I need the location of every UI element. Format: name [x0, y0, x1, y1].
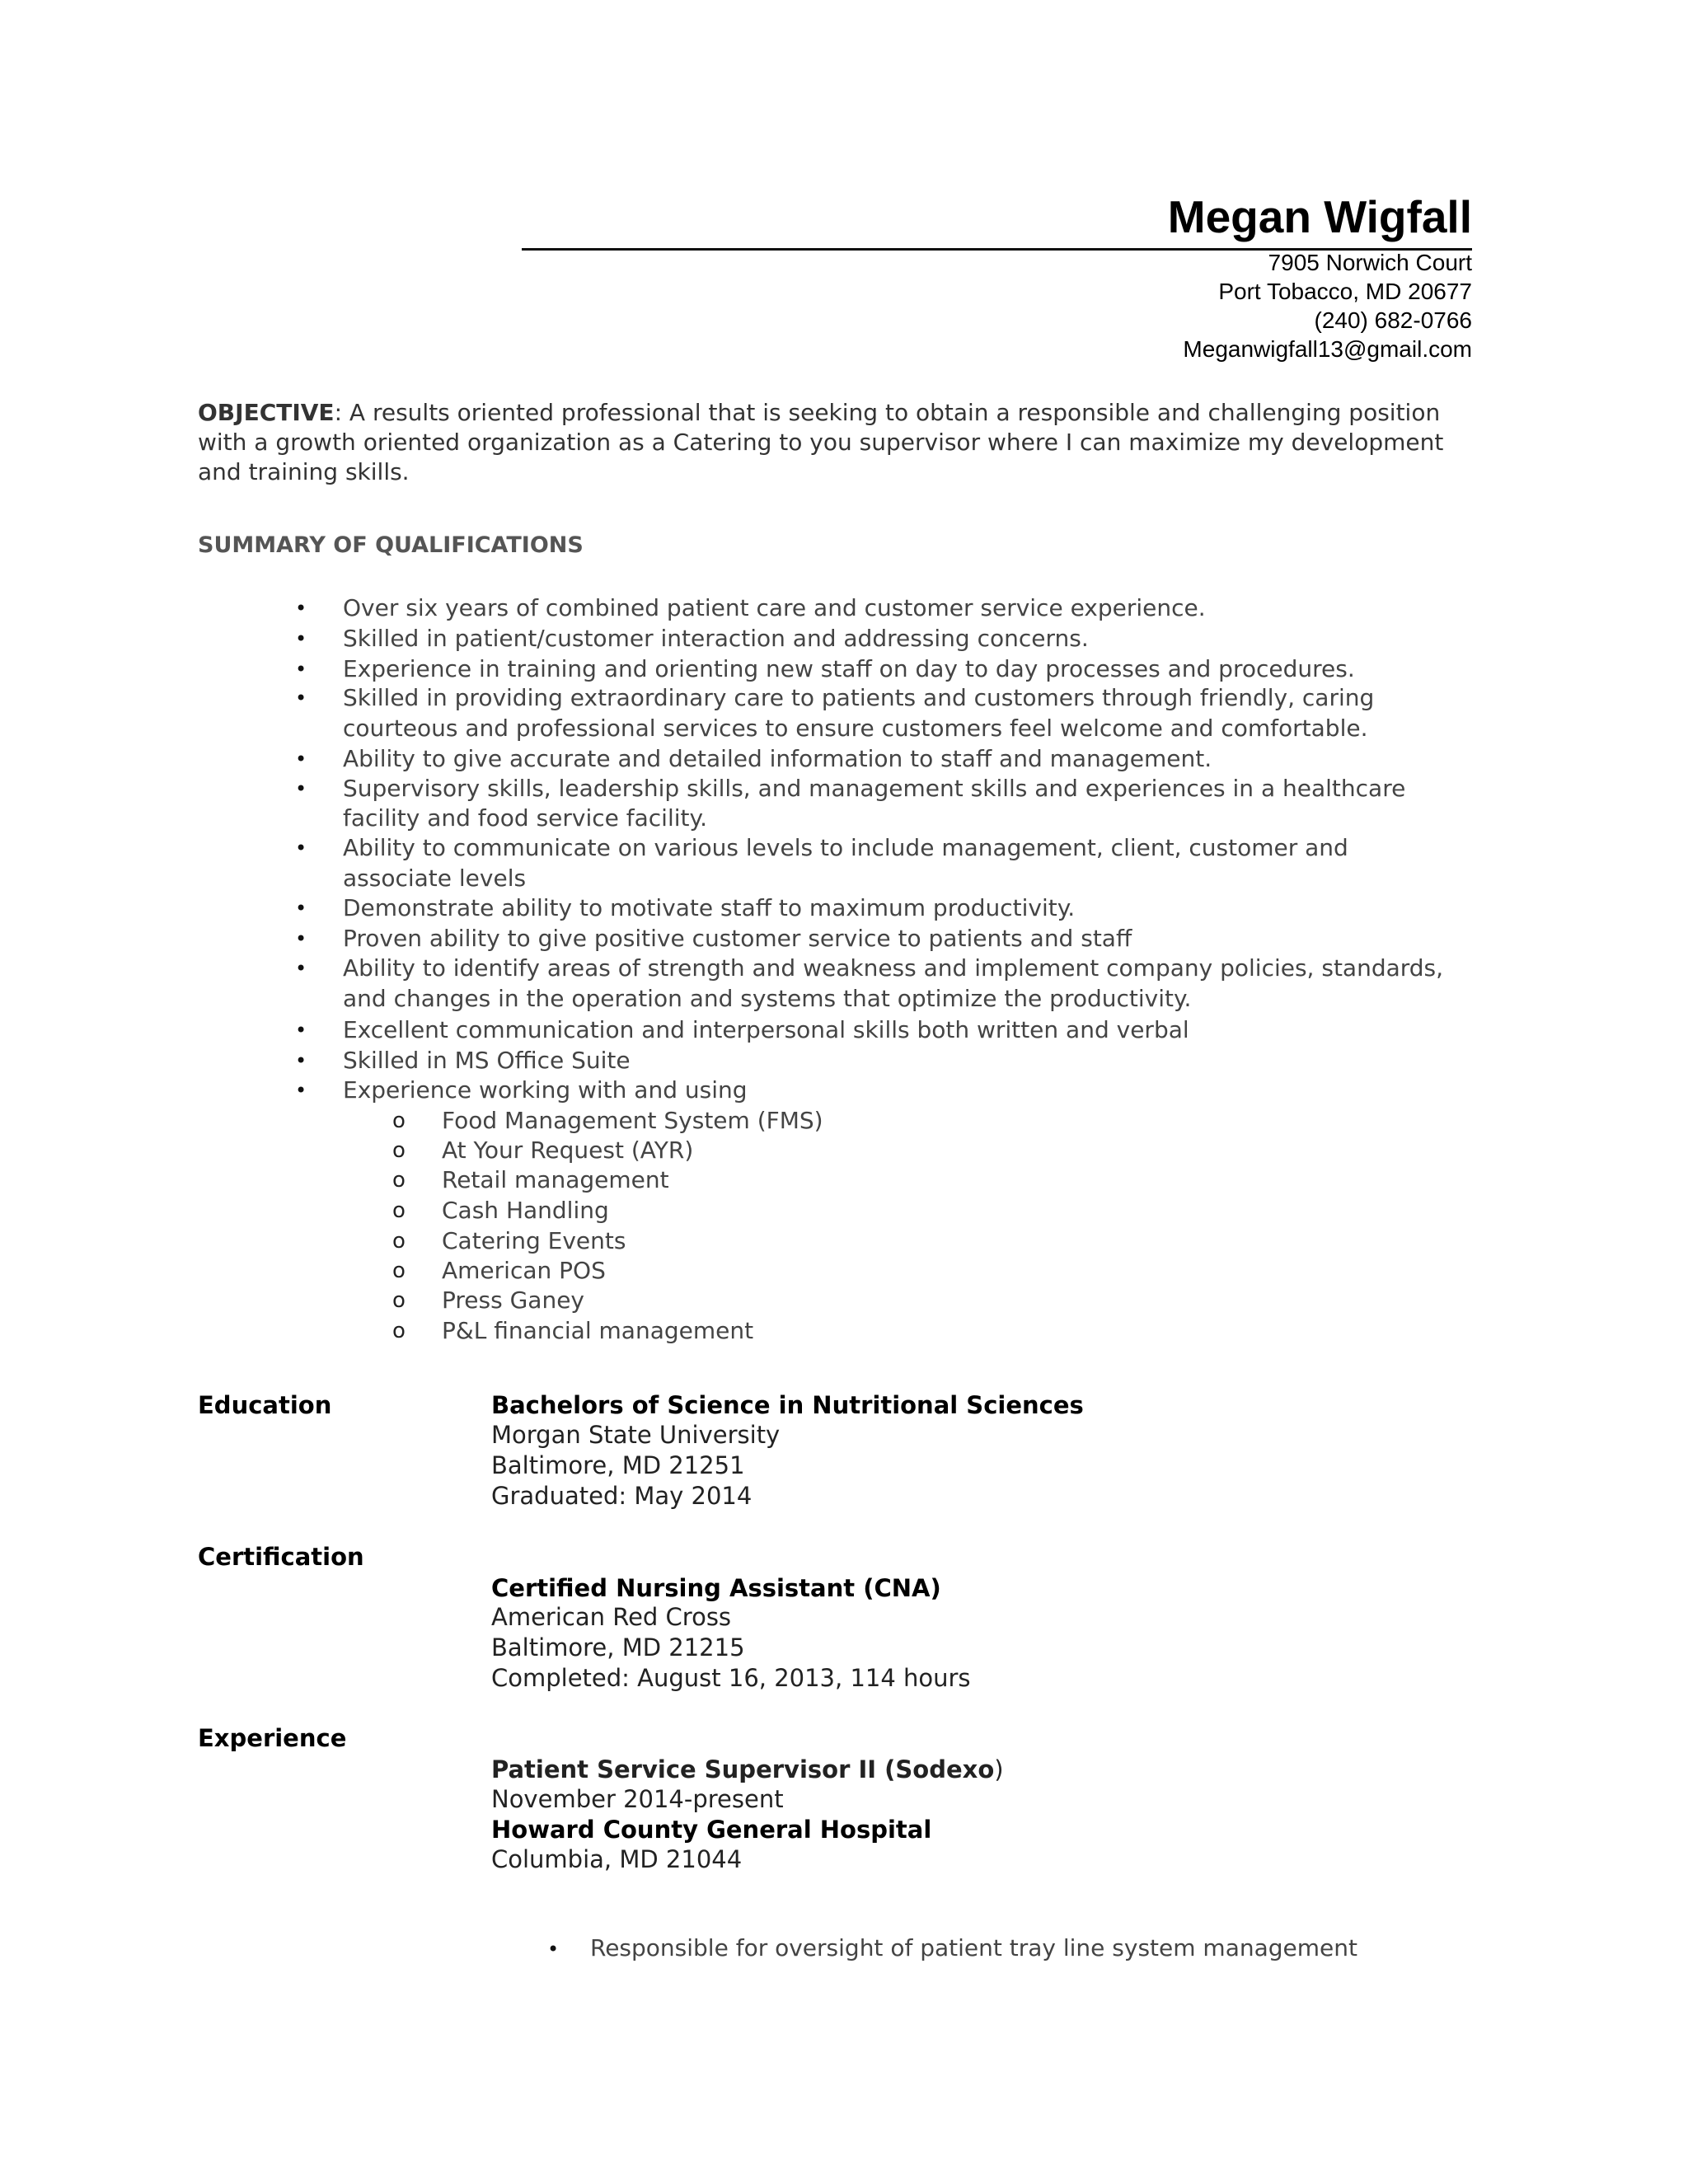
experience-dates: November 2014-present — [491, 1785, 784, 1813]
city-state-zip: Port Tobacco, MD 20677 — [1218, 279, 1472, 304]
summary-item-7: Ability to communicate on various levels to include management, client, customer and — [343, 834, 1348, 861]
summary-item-1: Over six years of combined patient care and customer service experience. — [343, 594, 1206, 621]
experience-heading: Experience — [198, 1724, 347, 1752]
bullet-marker: • — [295, 1049, 307, 1072]
education-heading: Education — [198, 1391, 332, 1419]
sub-bullet-marker: o — [392, 1319, 406, 1343]
summary-item-13: Experience working with and using — [343, 1076, 748, 1104]
summary-item-4-cont: courteous and professional services to ensure customers feel welcome and comfortable. — [343, 715, 1368, 742]
summary-item-10: Ability to identify areas of strength and weakness and implement company policies, standards, — [343, 954, 1444, 982]
candidate-name: Megan Wigfall — [1167, 191, 1472, 242]
address-line: 7905 Norwich Court — [1268, 250, 1472, 275]
sub-bullet-marker: o — [392, 1108, 406, 1133]
sub-bullet-marker: o — [392, 1288, 406, 1313]
certification-title: Certified Nursing Assistant (CNA) — [491, 1574, 941, 1602]
bullet-marker: • — [295, 777, 307, 800]
certification-completed: Completed: August 16, 2013, 114 hours — [491, 1664, 971, 1692]
summary-item-3: Experience in training and orienting new staff on day to day processes and procedures. — [343, 655, 1355, 682]
bullet-marker: • — [295, 627, 307, 650]
certification-org: American Red Cross — [491, 1603, 732, 1631]
bullet-marker: • — [295, 957, 307, 980]
summary-item-11: Excellent communication and interpersonal skills both written and verbal — [343, 1016, 1189, 1043]
experience-location: Columbia, MD 21044 — [491, 1845, 743, 1873]
sub-item-pl: P&L financial management — [442, 1317, 754, 1344]
sub-item-retail: Retail management — [442, 1166, 669, 1193]
education-school: Morgan State University — [491, 1421, 781, 1449]
sub-item-press-ganey: Press Ganey — [442, 1286, 584, 1314]
summary-item-6-cont: facility and food service facility. — [343, 804, 707, 832]
bullet-marker: • — [547, 1938, 560, 1961]
certification-location: Baltimore, MD 21215 — [491, 1633, 745, 1661]
experience-employer: Howard County General Hospital — [491, 1816, 932, 1844]
summary-heading: SUMMARY OF QUALIFICATIONS — [198, 532, 584, 558]
summary-item-12: Skilled in MS Office Suite — [343, 1047, 631, 1074]
bullet-marker: • — [295, 597, 307, 620]
sub-item-ayr: At Your Request (AYR) — [442, 1137, 694, 1164]
phone-number: (240) 682-0766 — [1314, 307, 1472, 333]
summary-item-7-cont: associate levels — [343, 865, 527, 892]
sub-item-cash: Cash Handling — [442, 1197, 609, 1224]
bullet-marker: • — [295, 1019, 307, 1042]
sub-bullet-marker: o — [392, 1198, 406, 1223]
sub-bullet-marker: o — [392, 1258, 406, 1283]
sub-item-catering: Catering Events — [442, 1227, 626, 1254]
objective-line-1: OBJECTIVE: A results oriented professional that is seeking to obtain a responsible and challenging position — [198, 399, 1441, 426]
summary-item-4: Skilled in providing extraordinary care to patients and customers through friendly, caring — [343, 684, 1375, 711]
bullet-marker: • — [295, 687, 307, 710]
education-graduated: Graduated: May 2014 — [491, 1482, 753, 1510]
bullet-marker: • — [295, 748, 307, 771]
summary-item-5: Ability to give accurate and detailed information to staff and management. — [343, 745, 1212, 772]
sub-bullet-marker: o — [392, 1138, 406, 1163]
experience-duty-1: Responsible for oversight of patient tray line system management — [590, 1934, 1357, 1961]
experience-title: Patient Service Supervisor II (Sodexo) — [491, 1755, 1004, 1783]
summary-item-6: Supervisory skills, leadership skills, and management skills and experiences in a healthcare — [343, 775, 1406, 802]
bullet-marker: • — [295, 837, 307, 860]
bullet-marker: • — [295, 897, 307, 920]
objective-line-3: and training skills. — [198, 458, 410, 485]
summary-item-10-cont: and changes in the operation and systems that optimize the productivity. — [343, 985, 1192, 1012]
summary-item-2: Skilled in patient/customer interaction and addressing concerns. — [343, 625, 1089, 652]
email-address: Meganwigfall13@gmail.com — [1183, 336, 1472, 362]
bullet-marker: • — [295, 1079, 307, 1102]
sub-item-fms: Food Management System (FMS) — [442, 1107, 823, 1134]
summary-item-9: Proven ability to give positive customer service to patients and staff — [343, 925, 1132, 952]
bullet-marker: • — [295, 927, 307, 950]
sub-bullet-marker: o — [392, 1229, 406, 1254]
objective-line-2: with a growth oriented organization as a Catering to you supervisor where I can maximize my development — [198, 429, 1444, 456]
summary-item-8: Demonstrate ability to motivate staff to maximum productivity. — [343, 894, 1076, 921]
education-location: Baltimore, MD 21251 — [491, 1451, 745, 1479]
certification-heading: Certification — [198, 1543, 364, 1571]
sub-bullet-marker: o — [392, 1168, 406, 1193]
education-degree: Bachelors of Science in Nutritional Sciences — [491, 1391, 1084, 1419]
objective-paragraph — [198, 398, 1484, 487]
bullet-marker: • — [295, 658, 307, 681]
objective-label: OBJECTIVE — [198, 399, 335, 426]
sub-item-pos: American POS — [442, 1257, 606, 1284]
